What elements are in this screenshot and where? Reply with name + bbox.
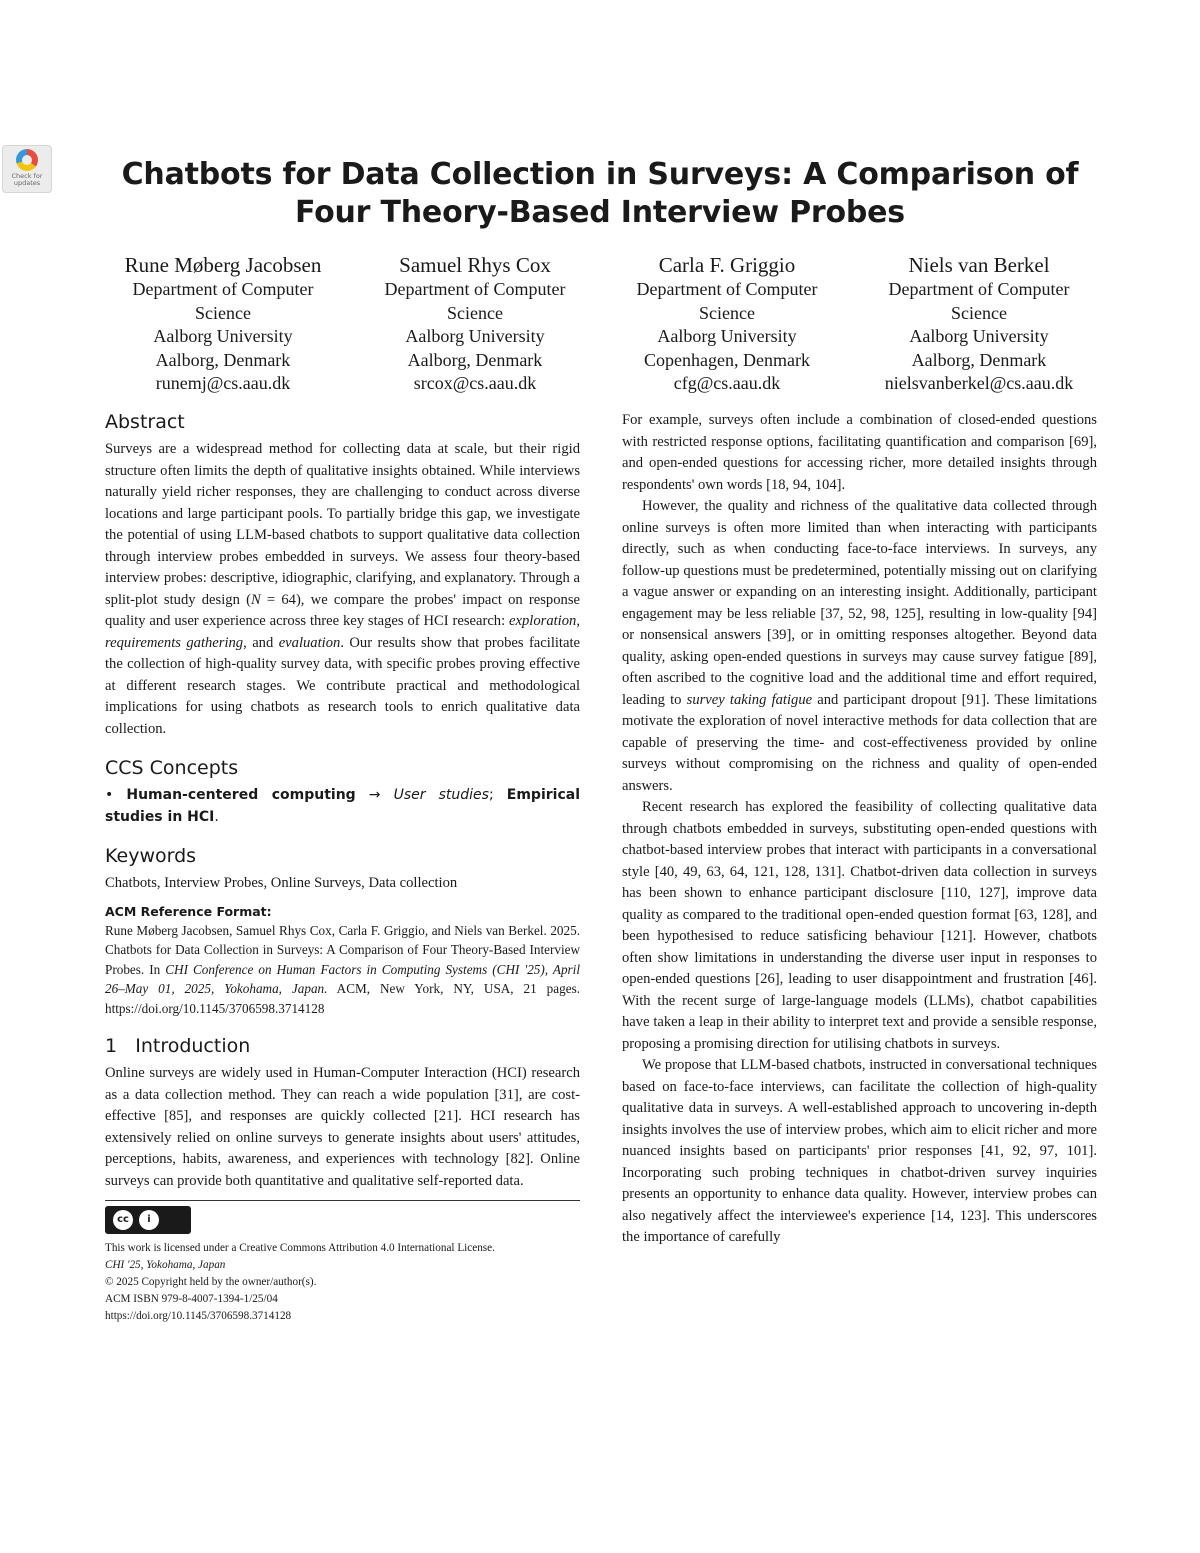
- author-dept: Department of Computer Science: [132, 279, 314, 323]
- body-paragraph: We propose that LLM-based chatbots, instructed in conversational techniques based on face-to-face interviews, can facilitate the collection of high-quality qualitative data in surveys. A well-established approach to uncovering in-depth insights involves the use of interview probes, which aim to elicit richer and more nuanced insights based on participants' prior responses [41, 92, 97, 101]. Incorporating such probing techniques in chatbot-driven survey inquiries presents an opportunity to enhance data quality. However, interview probes can also negatively affect the interviewee's experience [14, 123]. This underscores the importance of carefully: [622, 1057, 1097, 1245]
- attribution-icon: i: [139, 1210, 159, 1230]
- author-location: Aalborg, Denmark: [911, 349, 1047, 370]
- keywords-text: Chatbots, Interview Probes, Online Surveys, Data collection: [105, 875, 458, 891]
- author-dept: Department of Computer Science: [636, 279, 818, 323]
- author-univ: Aalborg University: [657, 326, 797, 346]
- cc-icon: cc: [113, 1210, 133, 1230]
- author-univ: Aalborg University: [153, 326, 293, 346]
- update-icon: [16, 149, 38, 171]
- author-name: Niels van Berkel: [908, 253, 1050, 277]
- author: [612, 252, 842, 396]
- author-univ: Aalborg University: [405, 326, 545, 346]
- conference-text: CHI '25, Yokohama, Japan: [105, 1259, 226, 1271]
- author-name: Rune Møberg Jacobsen: [124, 253, 322, 277]
- ccs-concepts: • Human-centered computing → User studies; Empirical studies in HCI.: [105, 787, 581, 825]
- author-email[interactable]: runemj@cs.aau.dk: [155, 373, 291, 393]
- body-paragraph: However, the quality and richness of the qualitative data collected through online surveys is often more limited than when interacting with participants directly, such as when conducting face-to-face interviews. In surveys, any follow-up questions must be predetermined, potentially missing out on clarifying a vague answer or expanding on an interesting insight. Additionally, participant engagement may be less reliable [37, 52, 98, 125], resulting in low-quality [94] or nonsensical answers [39], or in omitting responses altogether. Beyond data quality, asking open-ended questions in surveys may cause survey fatigue [89], often ascribed to the cognitive load and the additional time and effort required, leading to survey taking fatigue and participant dropout [91]. These limitations motivate the exploration of novel interactive methods for data collection that are capable of preserving the time- and cost-effectiveness provided by online surveys without compromising on the richness and quality of open-ended answers.: [622, 498, 1097, 794]
- left-column: [105, 410, 580, 1325]
- keywords-heading: Keywords: [105, 845, 197, 867]
- author-location: Aalborg, Denmark: [155, 349, 291, 370]
- author-location: Copenhagen, Denmark: [644, 349, 810, 370]
- author-block: [108, 252, 1094, 396]
- check-for-updates-badge[interactable]: [2, 145, 52, 193]
- ccs-heading: CCS Concepts: [105, 757, 239, 779]
- check-for-updates-label: Check for updates: [11, 172, 43, 187]
- intro-paragraph: Online surveys are widely used in Human-Computer Interaction (HCI) research as a data collection method. They can reach a wide population [31], are cost-effective [85], and responses are quickly collected [21]. HCI research has extensively relied on online surveys to generate insights about users' attitudes, perceptions, habits, awareness, and experiences with technology [82]. Online surveys can provide both quantitative and qualitative self-reported data.: [105, 1065, 580, 1189]
- right-column: [622, 410, 1097, 1249]
- license-text[interactable]: This work is licensed under a Creative Commons Attribution 4.0 International License.: [105, 1242, 495, 1254]
- footer-text: [105, 1240, 580, 1325]
- author-location: Aalborg, Denmark: [407, 349, 543, 370]
- reference-format-text: Rune Møberg Jacobsen, Samuel Rhys Cox, Carla F. Griggio, and Niels van Berkel. 2025. Chatbots for Data Collection in Surveys: A Comparison of Four Theory-Based Interview Probes. In CHI Conference on Human Factors in Computing Systems (CHI '25), April 26–May 01, 2025, Yokohama, Japan. ACM, New York, NY, USA, 21 pages. https://doi.org/10.1145/3706598.3714128: [105, 922, 580, 1016]
- author: [360, 252, 590, 396]
- license-footer: [105, 1200, 580, 1325]
- author-email[interactable]: srcox@cs.aau.dk: [413, 373, 537, 393]
- abstract-heading: Abstract: [105, 411, 185, 433]
- body-paragraph: For example, surveys often include a combination of closed-ended questions with restricted response options, facilitating quantification and comparison [69], and open-ended questions for accessing richer, more detailed insights through respondents' own words [18, 94, 104].: [622, 412, 1097, 493]
- cc-by-license-icon[interactable]: [105, 1206, 191, 1234]
- reference-format-heading: ACM Reference Format:: [105, 903, 272, 919]
- author-univ: Aalborg University: [909, 326, 1049, 346]
- author: [108, 252, 338, 396]
- author: [864, 252, 1094, 396]
- author-email[interactable]: cfg@cs.aau.dk: [673, 373, 781, 393]
- author-name: Carla F. Griggio: [658, 253, 796, 277]
- copyright-text: © 2025 Copyright held by the owner/author(s).: [105, 1276, 317, 1288]
- paper-title: Chatbots for Data Collection in Surveys: A Comparison of Four Theory-Based Interview Probes: [121, 157, 1079, 230]
- isbn-text: ACM ISBN 979-8-4007-1394-1/25/04: [105, 1293, 278, 1305]
- author-dept: Department of Computer Science: [384, 279, 566, 323]
- author-dept: Department of Computer Science: [888, 279, 1070, 323]
- author-email[interactable]: nielsvanberkel@cs.aau.dk: [884, 373, 1074, 393]
- author-name: Samuel Rhys Cox: [399, 253, 551, 277]
- body-paragraph: Recent research has explored the feasibility of collecting qualitative data through chatbots embedded in surveys, substituting open-ended questions with chatbot-based interview probes that interact with participants in a conversational style [40, 49, 63, 64, 121, 128, 131]. Chatbot-driven data collection in surveys has been shown to enhance participant disclosure [110, 127], improve data quality as compared to the traditional open-ended question format [63, 128], and been hypothesised to reduce satisficing behaviour [121]. However, chatbots often show limitations in understanding the diverse user input in responses to open-ended questions [26], leading to user disappointment and frustration [46]. With the recent surge of large-language models (LLMs), chatbot capabilities have taken a leap in their ability to interpret text and provide a sensible response, proposing a promising direction for utilising chatbots in surveys.: [622, 799, 1097, 1052]
- introduction-heading: 1 Introduction: [105, 1035, 251, 1057]
- abstract-text: Surveys are a widespread method for collecting data at scale, but their rigid structure often limits the depth of qualitative insights obtained. While interviews naturally yield richer responses, they are challenging to conduct across diverse locations and large participant pools. To partially bridge this gap, we investigate the potential of using LLM-based chatbots to support qualitative data collection through interview probes embedded in surveys. We assess four theory-based interview probes: descriptive, idiographic, clarifying, and explanatory. Through a split-plot study design (N = 64), we compare the probes' impact on response quality and user experience across three key stages of HCI research: exploration, requirements gathering, and evaluation. Our results show that probes facilitate the collection of high-quality survey data, with specific probes proving effective at different research stages. We contribute practical and methodological implications for using chatbots as research tools to enrich qualitative data collection.: [105, 441, 580, 737]
- doi-link[interactable]: https://doi.org/10.1145/3706598.3714128: [105, 1310, 292, 1322]
